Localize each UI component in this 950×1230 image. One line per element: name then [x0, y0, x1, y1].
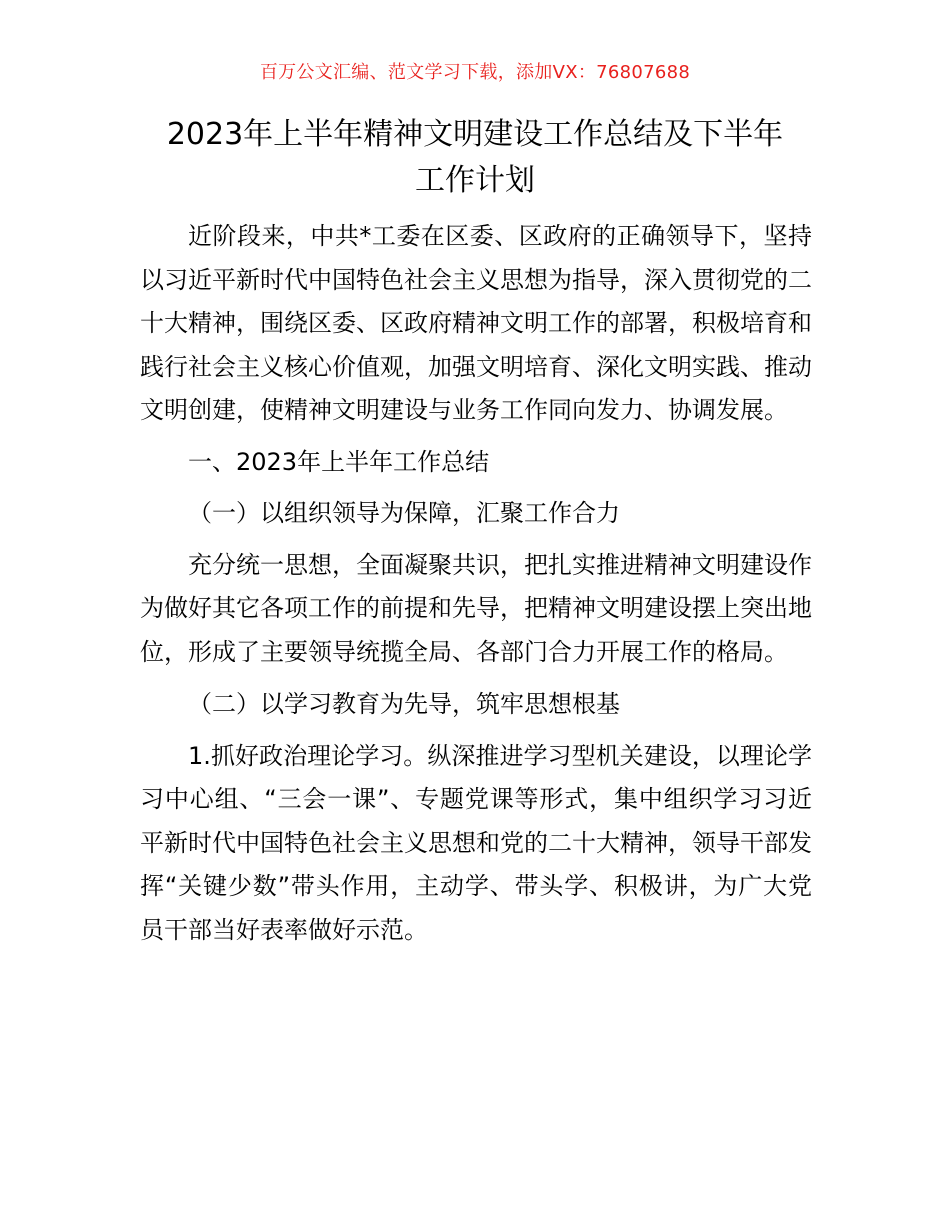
intro-paragraph: 近阶段来，中共*工委在区委、区政府的正确领导下，坚持以习近平新时代中国特色社会主义思想为指导，深入贯彻党的二十大精神，围绕区委、区政府精神文明工作的部署，积极培育和践行社会主义核心价值观，加强文明培育、深化文明实践、推动文明创建，使精神文明建设与业务工作同向发力、协调发展。	[140, 222, 812, 424]
title-line-1: 2023年上半年精神文明建设工作总结及下半年	[166, 117, 784, 152]
subsection-2-item-1: 1.抓好政治理论学习。纵深推进学习型机关建设，以理论学习中心组、“三会一课”、专题党课等形式，集中组织学习习近平新时代中国特色社会主义思想和党的二十大精神，领导干部发挥“关键少数”带头作用，主动学、带头学、积极讲，为广大党员干部当好表率做好示范。	[140, 741, 812, 944]
section-1-heading: 一、2023年上半年工作总结	[188, 447, 490, 476]
subsection-1-heading: （一）以组织领导为保障，汇聚工作合力	[188, 499, 620, 527]
title-line-2: 工作计划	[415, 163, 535, 198]
document-title	[120, 112, 830, 204]
subsection-2-heading: （二）以学习教育为先导，筑牢思想根基	[188, 690, 620, 718]
document-body	[140, 215, 812, 952]
subsection-1-paragraph: 充分统一思想，全面凝聚共识，把扎实推进精神文明建设作为做好其它各项工作的前提和先导，把精神文明建设摆上突出地位，形成了主要领导统揽全局、各部门合力开展工作的格局。	[140, 550, 812, 666]
watermark-header: 百万公文汇编、范文学习下载，添加VX：76807688	[259, 62, 691, 83]
